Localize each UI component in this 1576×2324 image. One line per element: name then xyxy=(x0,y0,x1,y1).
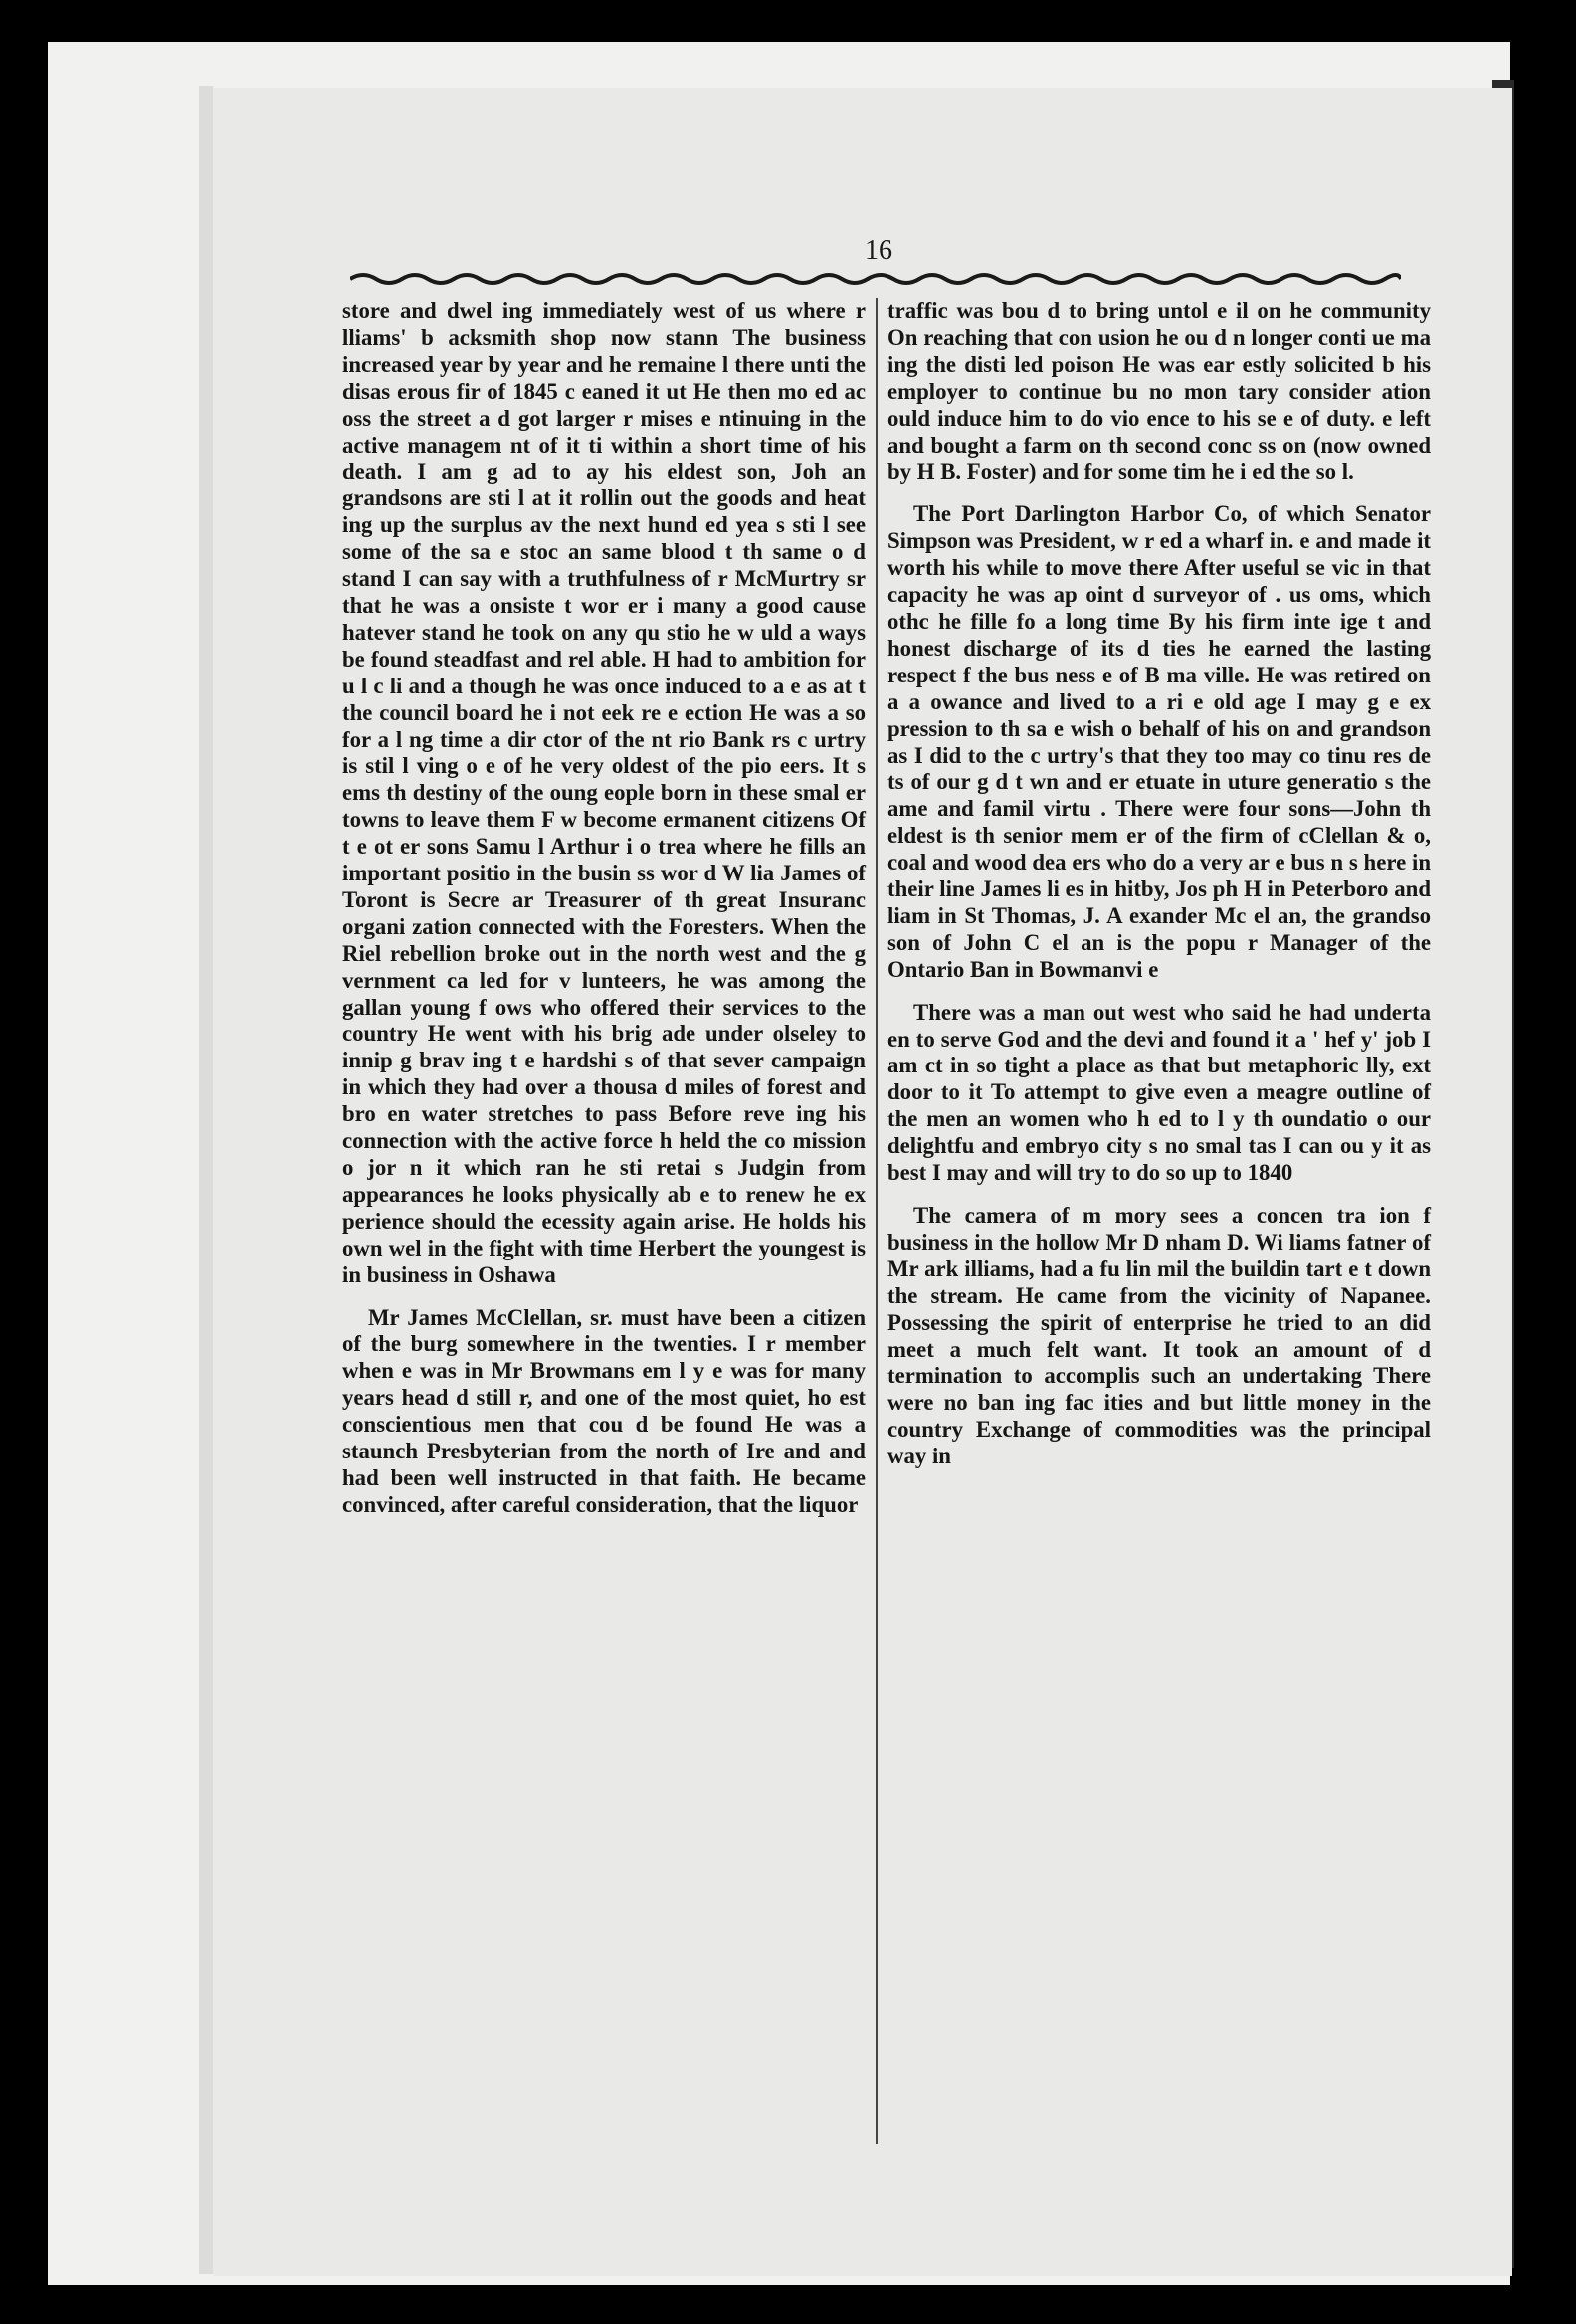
decorative-rule xyxy=(350,267,1401,287)
left-column xyxy=(342,298,866,1519)
paragraph: There was a man out west who said he had underta en to serve God and the devi and found it a ' hef y' job I am ct in so tight a place as that but metaphoric lly, ext door to it To attempt to give even a meagre outline of the men an women who h ed to l y th oundatio o our delightfu and embryo city s no smal tas I can ou y it as best I may and will try to do so up to 1840 xyxy=(887,999,1431,1186)
paragraph: traffic was bou d to bring untol e il on he community On reaching that con usion he ou d n longer conti ue ma ing the disti led poison He was ear estly solicited b his employer to continue bu no mon tary consider ation ould induce him to do vio ence to his se e of duty. e left and bought a farm on th second conc ss on (now owned by H B. Foster) and for some tim he i ed the so l. xyxy=(887,298,1431,484)
page-number: 16 xyxy=(865,235,892,266)
paragraph: Mr James McClellan, sr. must have been a citizen of the burg somewhere in the twenties. I r member when e was in Mr Browmans em l y e was for many years head d still r, and one of the most quiet, ho est conscientious men that cou d be found He was a staunch Presbyterian from the north of Ire and and had been well instructed in that faith. He became convinced, after careful consideration, that the liquor xyxy=(342,1304,866,1517)
paragraph: The camera of m mory sees a concen tra ion f business in the hollow Mr D nham D. Wi liams fatner of Mr ark illiams, had a fu lin mil the buildin tart e t down the stream. He came from the vicinity of Napanee. Possessing the spirit of enterprise he tried to an did meet a much felt want. It took an amount of d termination to accomplis such an undertaking There were no ban ing fac ities and but little money in the country Exchange of commodities was the principal way in xyxy=(887,1203,1431,1469)
page-edge xyxy=(199,86,213,2274)
column-divider xyxy=(876,298,878,2144)
paragraph: The Port Darlington Harbor Co, of which Senator Simpson was President, w r ed a wharf in. e and made it worth his while to move there After useful se vic in that capacity he was ap oint d surveyor of . us oms, which othc he fille fo a long time By his firm inte ige t and honest discharge of its d ties he earned the lasting respect f the bus ness e of B ma ville. He was retired on a a owance and lived to a ri e old age I may g e ex pression to th sa e wish o behalf of his on and grandson as I did to the c urtry's that they too may co tinu res de ts of our g d t wn and er etuate in uture generatio s the ame and famil virtu . There were four sons—John th eldest is th senior mem er of the firm of cClellan & o, coal and wood dea ers who do a very ar e bus n s here in their line James li es in hitby, Jos ph H in Peterboro and liam in St Thomas, J. A exander Mc el an, the grandso son of John C el an is the popu r Manager of the Ontario Ban in Bowmanvi e xyxy=(887,501,1431,982)
right-column xyxy=(887,298,1431,1470)
paragraph: store and dwel ing immediately west of us where r lliams' b acksmith shop now stann The business increased year by year and he remaine l there unti the disas erous fir of 1845 c eaned it ut He then mo ed ac oss the street a d got larger r mises e ntinuing in the active managem nt of it ti within a short time of his death. I am g ad to ay his eldest son, Joh an grandsons are sti l at it rollin out the goods and heat ing up the surplus av the next hund ed yea s sti l see some of the sa e stoc an same blood t th same o d stand I can say with a truthfulness of r McMurtry sr that he was a onsiste t wor er i many a good cause hatever stand he took on any qu stio he w uld a ways be found steadfast and rel able. H had to ambition for u l c li and a though he was once induced to a e as at t the council board he i not eek re e ection He was a so for a l ng time a dir ctor of the nt rio Bank rs c urtry is stil l ving o e of he very oldest of the pio eers. It s ems th destiny of the oung eople born in these smal er towns to leave them F w become ermanent citizens Of t e ot er sons Samu l Arthur i o trea where he fills an important positio in the busin ss wor d W lia James of Toront is Secre ar Treasurer of th great Insuranc organi zation connected with the Foresters. When the Riel rebellion broke out in the north west and the g vernment ca led for v lunteers, he was among the gallan young f ows who offered their services to the country He went with his brig ade under olseley to innip g brav ing t e hardshi s of that sever campaign in which they had over a thousa d miles of forest and bro en water stretches to pass Before reve ing his connection with the active force h held the co mission o jor n it which ran he sti retai s Judgin from appearances he looks physically ab e to renew he ex perience should the ecessity again arise. He holds his own wel in the fight with time Herbert the youngest is in business in Oshawa xyxy=(342,298,866,1287)
